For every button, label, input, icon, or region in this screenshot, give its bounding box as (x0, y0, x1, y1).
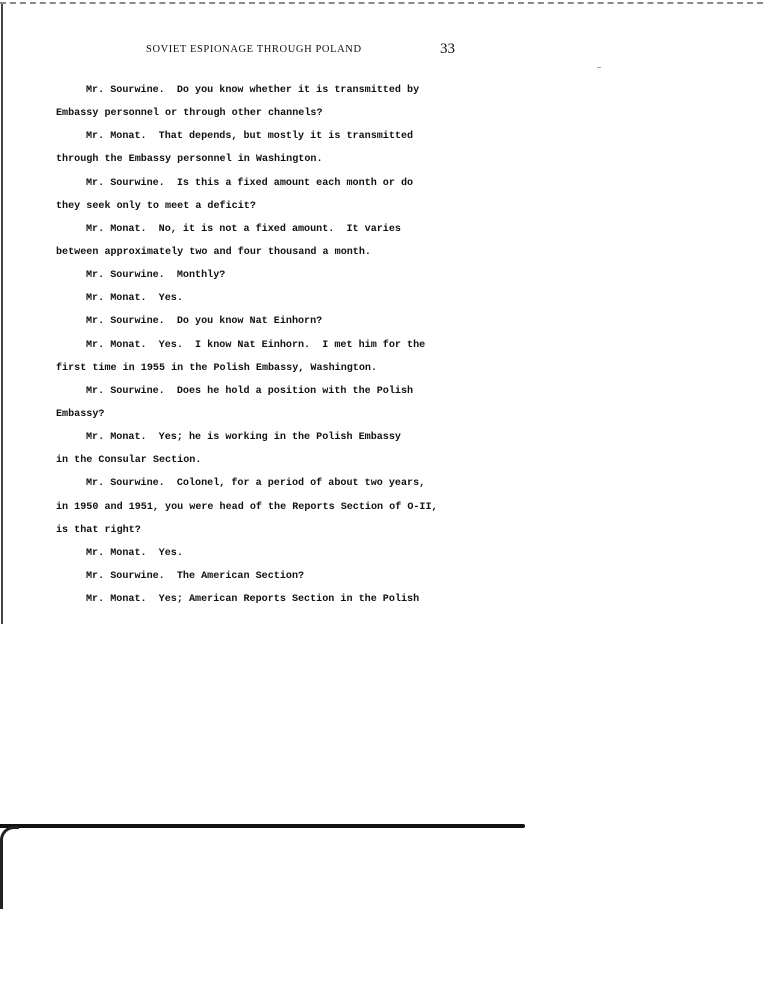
transcript-line: Mr. Sourwine. Is this a fixed amount each month or do (86, 177, 414, 189)
scan-left-edge (1, 4, 3, 624)
transcript-line: Mr. Sourwine. Does he hold a position with the Polish (86, 385, 414, 397)
transcript-line: Embassy? (56, 408, 105, 420)
transcript-line: Mr. Monat. No, it is not a fixed amount. It varies (86, 223, 401, 235)
transcript-line: Mr. Sourwine. Colonel, for a period of about two years, (86, 478, 426, 490)
transcript-line: Mr. Monat. Yes; he is working in the Polish Embassy (86, 432, 401, 444)
transcript-line: Mr. Sourwine. Monthly? (86, 270, 226, 282)
transcript-line: in the Consular Section. (56, 455, 202, 467)
transcript-line: Mr. Monat. Yes. (86, 547, 183, 559)
page-number: 33 (440, 41, 455, 57)
scan-speck: ˜ (596, 67, 603, 78)
transcript-body (56, 79, 456, 611)
transcript-line: Mr. Sourwine. The American Section? (86, 570, 305, 582)
page-bottom-rule (0, 824, 525, 828)
transcript-line: they seek only to meet a deficit? (56, 200, 256, 212)
page-title: SOVIET ESPIONAGE THROUGH POLAND (146, 44, 362, 55)
page-corner-hook (0, 826, 19, 909)
transcript-line: through the Embassy personnel in Washington. (56, 154, 323, 166)
transcript-line: Mr. Sourwine. Do you know whether it is transmitted by (86, 85, 420, 96)
transcript-line: is that right? (56, 524, 141, 536)
transcript-line: Embassy personnel or through other channels? (56, 108, 323, 120)
transcript-line: Mr. Monat. That depends, but mostly it is transmitted (86, 131, 414, 143)
scan-top-edge (0, 2, 763, 4)
transcript-line: Mr. Monat. Yes. I know Nat Einhorn. I met him for the (86, 339, 426, 351)
transcript-line: in 1950 and 1951, you were head of the Reports Section of O-II, (56, 501, 438, 513)
transcript-line: between approximately two and four thousand a month. (56, 246, 371, 258)
transcript-line: Mr. Sourwine. Do you know Nat Einhorn? (86, 316, 323, 328)
transcript-line: Mr. Monat. Yes. (86, 293, 183, 305)
running-head (0, 42, 763, 60)
transcript-line: Mr. Monat. Yes; American Reports Section in the Polish (86, 594, 420, 606)
transcript-line: first time in 1955 in the Polish Embassy, Washington. (56, 362, 378, 374)
